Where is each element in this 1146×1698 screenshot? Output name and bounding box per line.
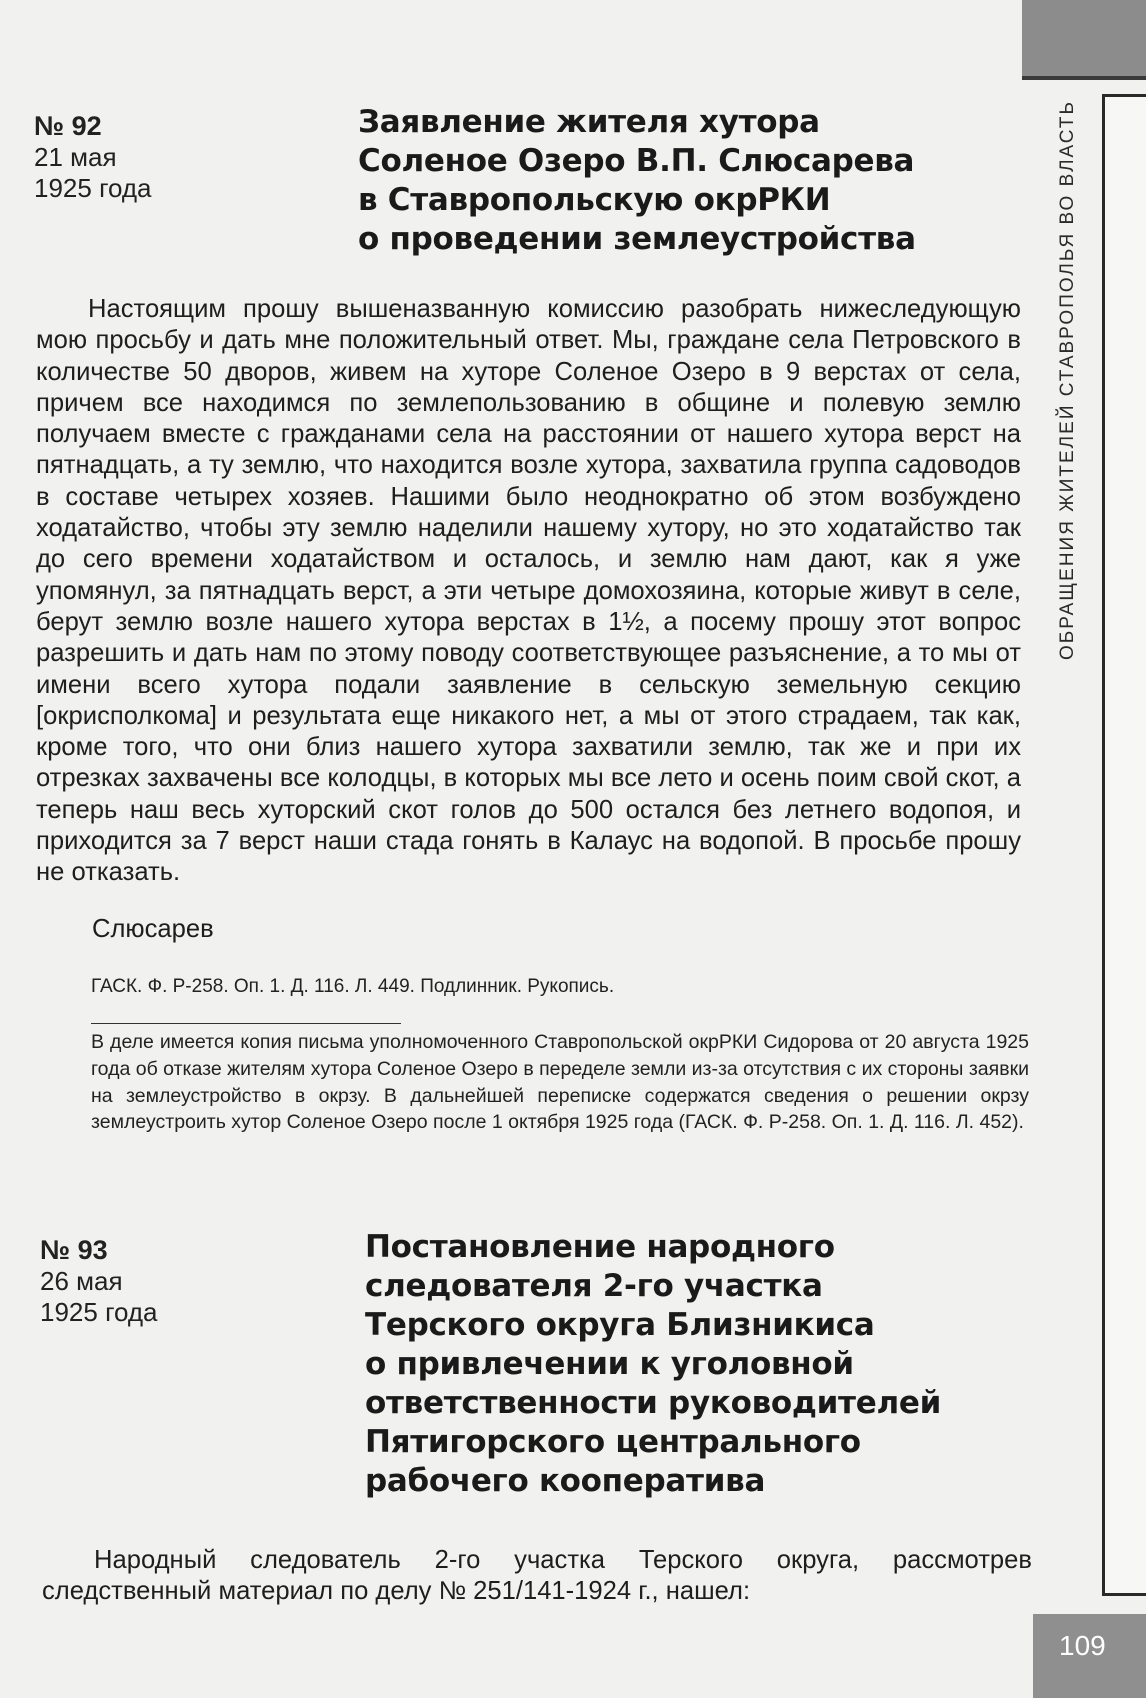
- doc92-title-line: в Ставропольскую окрРКИ: [358, 182, 831, 218]
- section-title: ОБРАЩЕНИЯ ЖИТЕЛЕЙ СТАВРОПОЛЬЯ ВО ВЛАСТЬ: [1057, 100, 1078, 660]
- doc92-note: В деле имеется копия письма уполномоченного Ставропольской окрРКИ Сидорова от 20 августа 1925 года об отказе жителям хутора Соленое Озеро в переделе земли из-за отсутствия с их стороны заявки на землеустройство в окрзу. В дальнейшей переписке содержатся сведения о решении окрзу землеустроить хутор Соленое Озеро после 1 октября 1925 года (ГАСК. Ф. Р-258. Оп. 1. Д. 116. Л. 452).: [91, 1031, 1029, 1134]
- corner-tab: [1022, 0, 1146, 80]
- doc92-title: [358, 103, 916, 259]
- doc93-body: Народный следователь 2-го участка Терского округа, рассмотрев следственный материал по делу № 251/141-1924 г., нашел:: [42, 1546, 1032, 1606]
- doc93-date-year: 1925 года: [40, 1297, 158, 1327]
- doc92-title-line: Соленое Озеро В.П. Слюсарева: [358, 143, 915, 179]
- doc92-number: № 92: [34, 111, 102, 141]
- doc92-body: Настоящим прошу вышеназванную комиссию разобрать нижеследующую мою просьбу и дать мне положительный ответ. Мы, граждане села Петровского в количестве 50 дворов, живем на хуторе Соленое Озеро в 9 верстах от села, причем все находимся по землепользованию в общине и полевую землю получаем вместе с гражданами села на расстоянии от нашего хутора верст на пятнадцать, а ту землю, что находится возле хутора, захватила группа садоводов в составе четырех хозяев. Нашими было неоднократно об этом возбуждено ходатайство, чтобы эту землю наделили нашему хутору, но это ходатайство так до сего времени ходатайством и осталось, и землю нам дают, как я уже упомянул, за пятнадцать верст, а эти четыре домохозяина, которые живут в селе, берут землю возле нашего хутора верстах в 1½, а посему прошу этот вопрос разрешить и дать нам по этому поводу соответствующее разъяснение, а то мы от имени всего хутора подали заявление в сельскую земельную секцию [окрисполкома] и результата еще никакого нет, а мы от этого страдаем, так как, кроме того, что они близ нашего хутора захватили землю, так же и при их отрезках захвачены все колодцы, в которых мы все лето и осень поим свой скот, а теперь наш весь хуторский скот голов до 500 остался без летнего водопоя, и приходится за 7 верст наши стада гонять в Калаус на водопой. В просьбе прошу не отказать.: [36, 295, 1021, 887]
- doc93-meta: [40, 1235, 270, 1328]
- doc92-title-line: о проведении землеустройства: [358, 221, 916, 257]
- doc93-title-line: Терского округа Близникиса: [365, 1307, 875, 1343]
- doc93-title-line: Пятигорского центрального: [365, 1424, 861, 1460]
- doc92-date-day: 21 мая: [34, 142, 117, 172]
- side-frame: [1102, 94, 1146, 1596]
- page-number: 109: [1033, 1614, 1146, 1698]
- doc92-title-line: Заявление жителя хутора: [358, 104, 820, 140]
- doc93-title-line: о привлечении к уголовной: [365, 1346, 854, 1382]
- doc92-source: ГАСК. Ф. Р-258. Оп. 1. Д. 116. Л. 449. Подлинник. Рукопись.: [91, 976, 615, 997]
- doc93-title: [365, 1228, 941, 1501]
- doc92-meta: [34, 111, 264, 204]
- doc93-number: № 93: [40, 1235, 108, 1265]
- doc93-title-line: Постановление народного: [365, 1229, 835, 1265]
- doc92-signature: Слюсарев: [92, 915, 214, 943]
- footnote-divider: [91, 1023, 401, 1024]
- doc93-title-line: следователя 2-го участка: [365, 1268, 823, 1304]
- doc93-title-line: рабочего кооператива: [365, 1463, 766, 1499]
- doc93-title-line: ответственности руководителей: [365, 1385, 942, 1421]
- doc93-date-day: 26 мая: [40, 1266, 123, 1296]
- doc92-date-year: 1925 года: [34, 173, 152, 203]
